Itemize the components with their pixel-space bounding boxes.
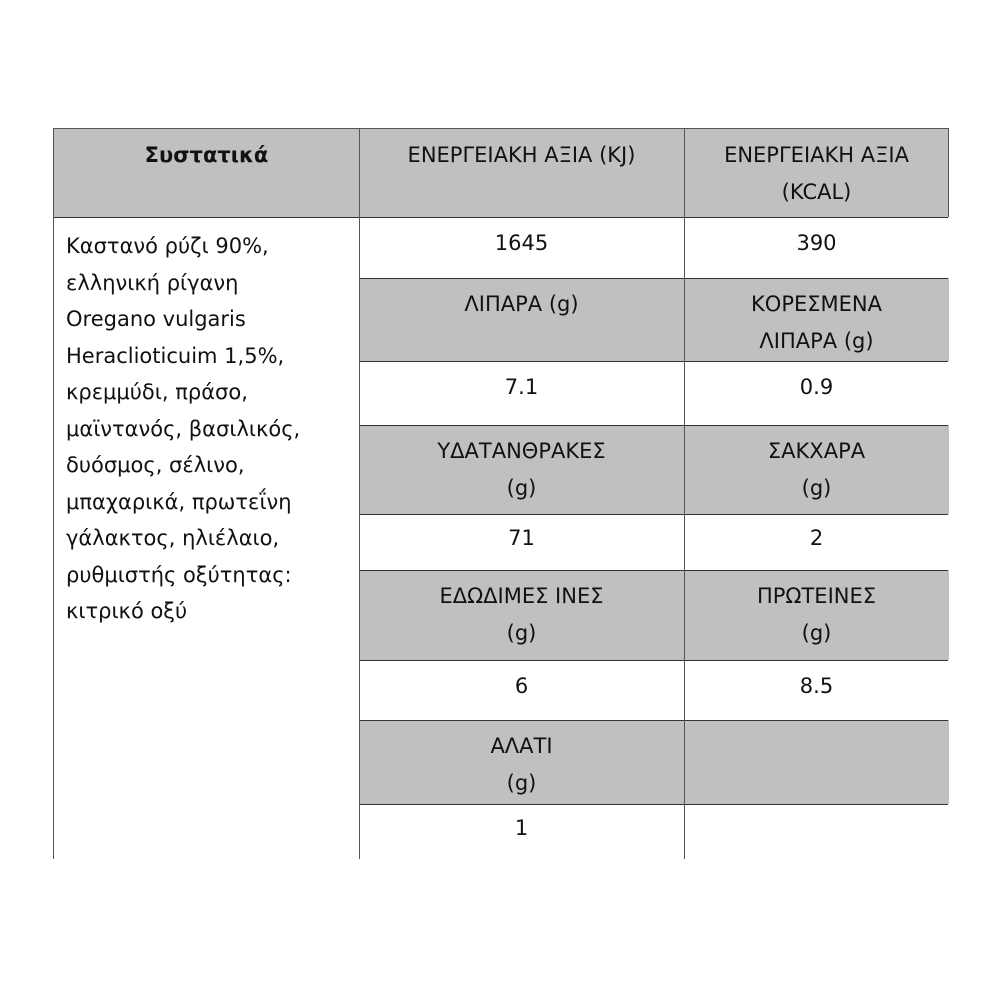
protein-value: 8.5 [684,660,949,720]
carbs-label-line2: (g) [506,476,537,500]
column-divider [359,129,360,859]
fiber-label-line2: (g) [506,621,537,645]
energy-kcal-header [684,129,949,217]
row-divider [359,570,948,571]
salt-label-line1: ΑΛΑΤΙ [490,734,553,758]
empty-label-cell [684,720,949,804]
protein-label [684,570,949,660]
fat-label: ΛΙΠΑΡΑ (g) [359,278,684,361]
empty-value-cell [684,804,949,859]
salt-label [359,720,684,804]
ingredients-line: μπαχαρικά, πρωτεΐνη [66,489,292,514]
ingredients-line: ρυθμιστής οξύτητας: [66,562,292,587]
carbs-label-line1: ΥΔΑΤΑΝΘΡΑΚΕΣ [437,439,606,463]
sugars-value: 2 [684,514,949,570]
fiber-label [359,570,684,660]
energy-kcal-header-line1: ΕΝΕΡΓΕΙΑΚΗ ΑΞΙΑ [724,143,909,167]
sugars-label-line1: ΣΑΚΧΑΡΑ [767,439,866,463]
row-divider [359,514,948,515]
fat-value: 7.1 [359,361,684,425]
energy-kj-header: ΕΝΕΡΓΕΙΑΚΗ ΑΞΙΑ (KJ) [407,143,636,167]
row-divider [359,425,948,426]
ingredients-line: κρεμμύδι, πράσο, [66,380,248,404]
fiber-label-line1: ΕΔΩΔΙΜΕΣ ΙΝΕΣ [439,584,604,608]
row-divider [359,804,948,805]
saturated-fat-label [684,278,949,361]
sugars-label-line2: (g) [801,476,832,500]
protein-label-line2: (g) [801,621,832,645]
energy-kcal-header-line2: (KCAL) [781,180,852,204]
protein-label-line1: ΠΡΩΤΕΙΝΕΣ [756,584,877,608]
row-divider [54,217,948,218]
fiber-value: 6 [359,660,684,720]
ingredients-line: Καστανό ρύζι 90%, [66,234,269,258]
column-divider [684,129,685,859]
ingredients-line: Oregano vulgaris [66,307,246,331]
salt-label-line2: (g) [506,771,537,795]
ingredients-line: Heraclioticuim 1,5%, [66,343,285,368]
energy-kj-value: 1645 [359,217,684,278]
row-divider [359,278,948,279]
saturated-fat-value: 0.9 [684,361,949,425]
saturated-fat-label-line2: ΛΙΠΑΡΑ (g) [759,329,874,353]
carbs-label [359,425,684,514]
row-divider [359,720,948,721]
ingredients-line: μαϊντανός, βασιλικός, [66,416,301,441]
ingredients-text [66,228,356,630]
carbs-value: 71 [359,514,684,570]
ingredients-line: κιτρικό οξύ [66,599,188,623]
row-divider [359,660,948,661]
row-divider [359,361,948,362]
salt-value: 1 [359,804,684,859]
sugars-label [684,425,949,514]
ingredients-line: γάλακτος, ηλιέλαιο, [66,526,280,550]
ingredients-line: δυόσμος, σέλινο, [66,453,245,477]
ingredients-line: ελληνική ρίγανη [66,270,239,295]
saturated-fat-label-line1: ΚΟΡΕΣΜΕΝΑ [751,292,882,316]
energy-kcal-value: 390 [684,217,949,278]
ingredients-header: Συστατικά [54,129,359,217]
